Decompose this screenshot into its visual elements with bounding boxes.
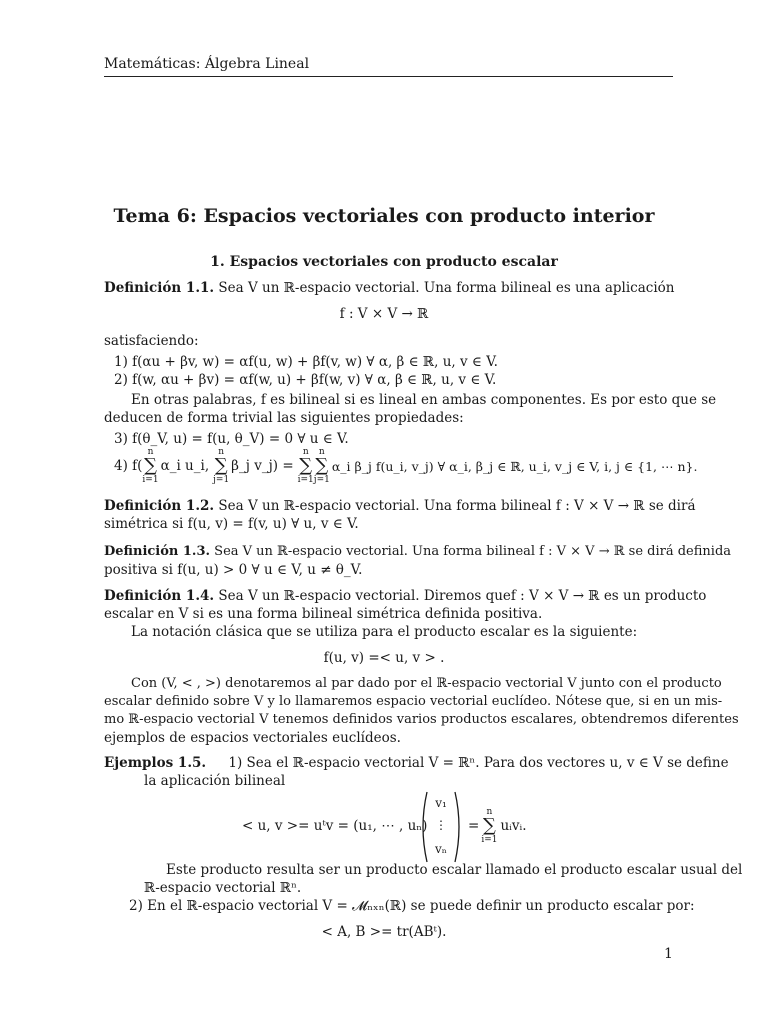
definition-1-4 [104, 588, 706, 604]
examples-1-5 [104, 755, 729, 771]
paragraph-line: escalar definido sobre V y lo llamaremos espacio vectorial euclídeo. Nótese que, si en un mis- [104, 694, 723, 709]
paragraph-line: ejemplos de espacios vectoriales euclídeos. [104, 730, 401, 746]
definition-label: Definición 1.4. [104, 588, 215, 604]
formula-f-map: f : V × V → ℝ [339, 306, 429, 322]
example-text: Este producto resulta ser un producto escalar llamado el producto escalar usual del [166, 862, 743, 878]
example-2-text: 2) En el ℝ-espacio vectorial V = 𝓜ₙₓₙ(ℝ) se puede definir un producto escalar por: [129, 898, 695, 914]
paragraph-line: Con (V, < , >) denotaremos al par dado por el ℝ-espacio vectorial V junto con el producto [131, 676, 722, 691]
sum-lower: j=1 [213, 475, 230, 485]
formula-usual-inner-product-left: < u, v >= uᵗv = (u₁, ⋯ , uₙ) [242, 818, 428, 834]
definition-label: Definición 1.1. [104, 280, 215, 296]
definition-text: Sea V un ℝ-espacio vectorial. Una forma bilineal f : V × V → ℝ se dirá definida [214, 544, 732, 559]
sum-upper: n [218, 447, 225, 457]
vector-entry-top: v₁ [435, 796, 447, 810]
summation-symbol: n ∑ i=1 [481, 807, 498, 845]
sum-lower: i=1 [297, 475, 314, 485]
definition-label: Definición 1.2. [104, 498, 215, 514]
examples-label: Ejemplos 1.5. [104, 755, 207, 771]
sum-upper: n [318, 447, 325, 457]
formula-inner-product-notation: f(u, v) =< u, v > . [323, 650, 445, 666]
property-2: 2) f(w, αu + βv) = αf(w, u) + βf(w, v) ∀ α, β ∈ ℝ, u, v ∈ V. [114, 372, 497, 388]
sum-lower: i=1 [481, 835, 498, 845]
paragraph-line: En otras palabras, f es bilineal si es lineal en ambas componentes. Es por esto que se [131, 392, 717, 408]
vector-entry-bottom: vₙ [435, 842, 447, 856]
definition-text: Sea V un ℝ-espacio vectorial. Una forma bilineal es una aplicación [218, 280, 675, 296]
definition-1-3 [104, 544, 731, 559]
property-4-start: 4) f( [114, 458, 143, 474]
page-number: 1 [664, 946, 673, 962]
definition-1-2 [104, 498, 696, 514]
summation-symbol: n ∑ j=1 [213, 447, 230, 485]
definition-text: escalar en V si es una forma bilineal simétrica definida positiva. [104, 606, 543, 622]
summation-symbol: n ∑ i=1 [142, 447, 159, 485]
vector-entry-dots: ⋮ [435, 818, 447, 832]
definition-1-1 [104, 280, 674, 296]
section-heading: 1. Espacios vectoriales con producto escalar [210, 254, 558, 270]
definition-label: Definición 1.3. [104, 544, 211, 559]
formula-trace-product: < A, B >= tr(ABᵗ). [321, 924, 447, 940]
example-text: la aplicación bilineal [144, 773, 286, 789]
sum-lower: i=1 [142, 475, 159, 485]
page-title: Tema 6: Espacios vectoriales con producto interior [113, 205, 655, 227]
example-text: 1) Sea el ℝ-espacio vectorial V = ℝⁿ. Para dos vectores u, v ∈ V se define [228, 755, 729, 771]
sum-upper: n [302, 447, 309, 457]
property-4-term2: β_j v_j) = [231, 458, 294, 474]
definition-text: simétrica si f(u, v) = f(v, u) ∀ u, v ∈ V. [104, 516, 359, 532]
property-4 [114, 446, 697, 486]
running-header: Matemáticas: Álgebra Lineal [104, 56, 310, 72]
text-satisfaciendo: satisfaciendo: [104, 333, 199, 349]
definition-text: positiva si f(u, u) > 0 ∀ u ∈ V, u ≠ θ_V. [104, 562, 363, 578]
header-rule [104, 76, 673, 77]
sum-upper: n [486, 807, 493, 817]
summation-symbol: n ∑ j=1 [313, 447, 330, 485]
sum-lower: j=1 [313, 475, 330, 485]
definition-text: Sea V un ℝ-espacio vectorial. Una forma bilineal f : V × V → ℝ se dirá [218, 498, 696, 514]
summation-symbol: n ∑ i=1 [297, 447, 314, 485]
column-vector [418, 790, 464, 864]
example-text: ℝ-espacio vectorial ℝⁿ. [144, 880, 302, 896]
equals-sign: = [468, 818, 480, 834]
property-4-rest: α_i β_j f(u_i, v_j) ∀ α_i, β_j ∈ ℝ, u_i, v_j ∈ V, i, j ∈ {1, ⋯ n}. [331, 458, 698, 474]
property-4-term1: α_i u_i, [160, 458, 210, 474]
formula-usual-inner-product-right [468, 806, 527, 846]
paragraph-line: mo ℝ-espacio vectorial V tenemos definidos varios productos escalares, obtendremos diferentes [104, 712, 739, 727]
property-3: 3) f(θ_V, u) = f(u, θ_V) = 0 ∀ u ∈ V. [114, 431, 349, 447]
sum-term: uᵢvᵢ. [500, 818, 527, 834]
definition-text: Sea V un ℝ-espacio vectorial. Diremos quef : V × V → ℝ es un producto [218, 588, 707, 604]
paragraph-line: deducen de forma trivial las siguientes propiedades: [104, 410, 464, 426]
property-1: 1) f(αu + βv, w) = αf(u, w) + βf(v, w) ∀ α, β ∈ ℝ, u, v ∈ V. [114, 354, 498, 370]
definition-text: La notación clásica que se utiliza para el producto escalar es la siguiente: [131, 624, 638, 640]
sum-upper: n [147, 447, 154, 457]
